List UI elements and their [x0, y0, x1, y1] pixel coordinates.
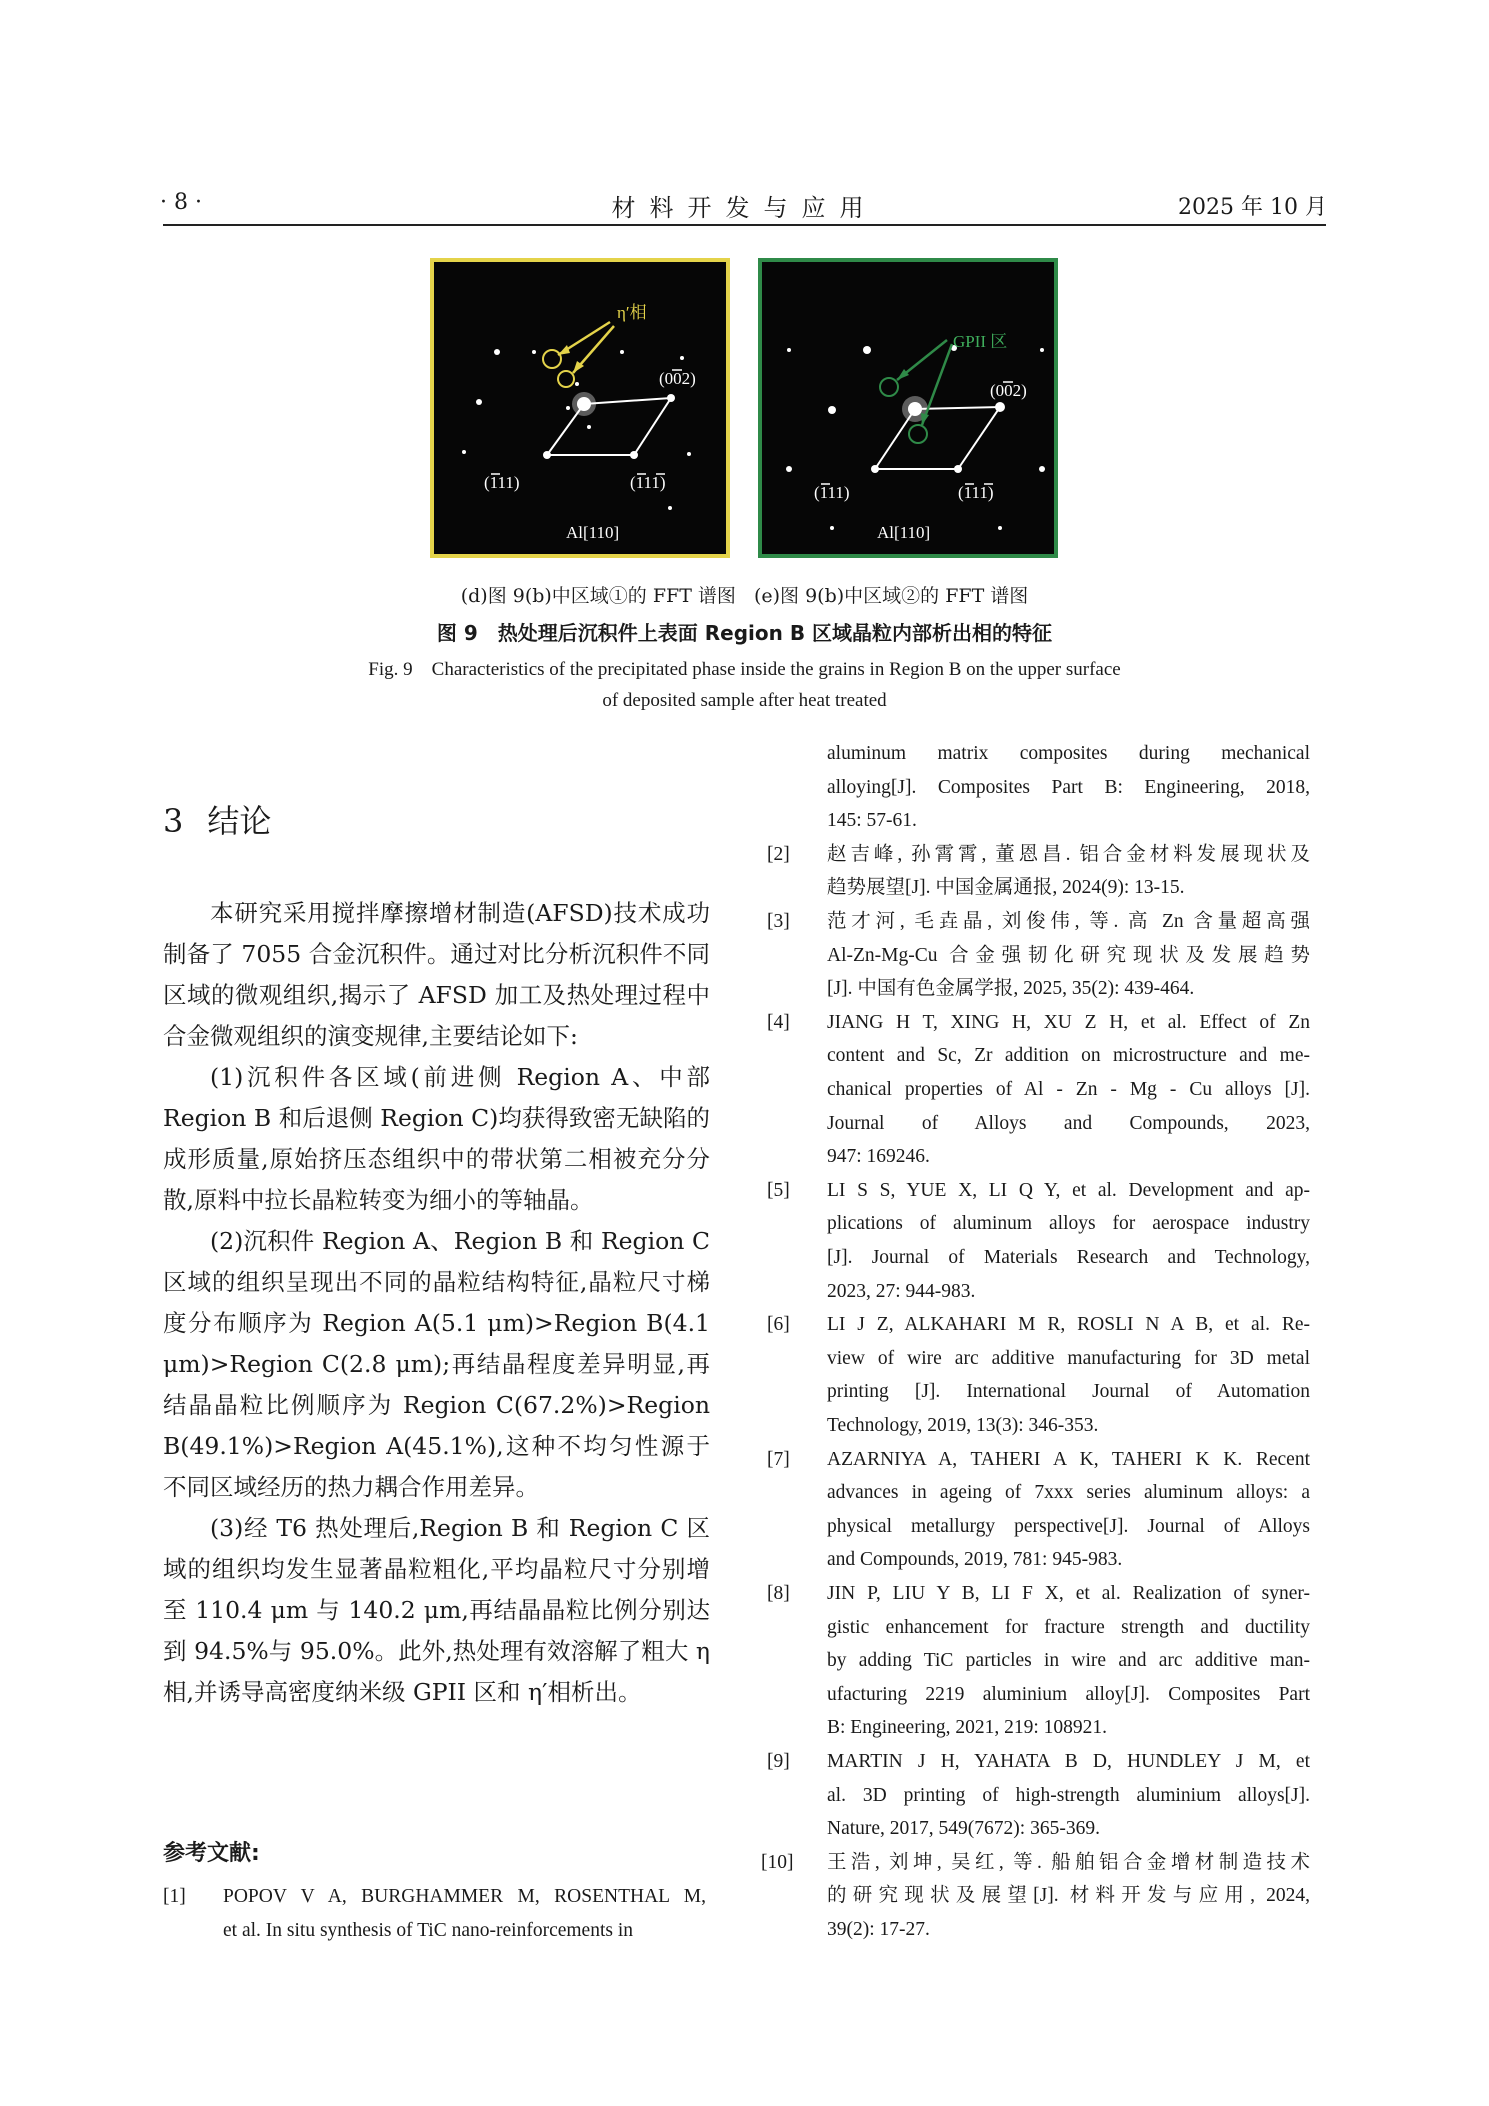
- subcaption-d: (d)图 9(b)中区域①的 FFT 谱图: [460, 585, 736, 607]
- fft-pattern-e: [762, 262, 1054, 554]
- conclusion-body: [163, 893, 710, 1713]
- zone-axis-label: Al[110]: [877, 523, 931, 542]
- ref-number: [1]: [163, 1886, 186, 1907]
- ref-number: [3]: [767, 911, 790, 932]
- ref-line: Al-Zn-Mg-Cu 合金强韧化研究现状及发展趋势: [827, 944, 1310, 966]
- spot-label-002: (002): [990, 381, 1027, 400]
- reference-10: [827, 1846, 1310, 1947]
- ref-line: plications of aluminum alloys for aerospace industry: [827, 1213, 1310, 1235]
- reference-5: [827, 1174, 1310, 1308]
- ref-line: gistic enhancement for fracture strength and ductility: [827, 1616, 1310, 1638]
- ref-line: LI J Z, ALKAHARI M R, ROSLI N A B, et al. Re-: [827, 1314, 1310, 1336]
- ref-line: [J]. Journal of Materials Research and Technology,: [827, 1246, 1310, 1268]
- reference-1-part1: [163, 1880, 710, 1980]
- subcaptions: [0, 581, 1489, 608]
- ref-line: 947: 169246.: [827, 1146, 930, 1168]
- figure-caption-cn: 图 9 热处理后沉积件上表面 Region B 区域晶粒内部析出相的特征: [436, 621, 1053, 645]
- ref-line: 趋势展望[J]. 中国金属通报, 2024(9): 13-15.: [827, 877, 1185, 899]
- fft-panel-e: [758, 258, 1058, 558]
- ref-line: Journal of Alloys and Compounds, 2023,: [827, 1112, 1310, 1134]
- figure-caption-en-line1: Fig. 9 Characteristics of the precipitated phase inside the grains in Region B on the upper surface: [368, 659, 1121, 680]
- ref-number: [2]: [767, 843, 790, 865]
- ref-number: [9]: [767, 1751, 790, 1772]
- figure-caption-en-line2: of deposited sample after heat treated: [602, 690, 887, 711]
- ref-line: AZARNIYA A, TAHERI A K, TAHERI K K. Recent: [827, 1448, 1310, 1470]
- ref-number: [4]: [767, 1011, 790, 1033]
- spot-label-111-left: (111): [484, 473, 520, 492]
- ref-line: et al. In situ synthesis of TiC nano-reinforcements in: [223, 1919, 633, 1941]
- spot-label-002: (002): [659, 369, 696, 388]
- ref-line: 范才河, 毛垚晶, 刘俊伟, 等. 高 Zn 含量超高强: [827, 911, 1310, 932]
- ref-line: 145: 57-61.: [827, 810, 917, 832]
- ref-line: advances in ageing of 7xxx series aluminum alloys: a: [827, 1482, 1310, 1504]
- spot-label-111-left: (111): [814, 483, 850, 502]
- ref-line: aluminum matrix composites during mechanical: [827, 743, 1310, 764]
- section-number: 3: [163, 802, 184, 840]
- header-rule: [163, 224, 1326, 226]
- paragraph-conclusion-2: (2)沉积件 Region A、Region B 和 Region C 区域的组织呈现出不同的晶粒结构特征,晶粒尺寸梯度分布顺序为 Region A(5.1 μm)>Region B(4.1 μm)>Region C(2.8 μm);再结晶程度差异明显,再结晶晶粒比例顺序为 Region C(67.2%)>Region B(49.1%)>Region A(45.1%),这种不均匀性源于不同区域经历的热力耦合作用差异。: [163, 1227, 710, 1501]
- lattice-parallelogram: [547, 398, 671, 455]
- paragraph-conclusion-3: (3)经 T6 热处理后,Region B 和 Region C 区域的组织均发生显著晶粒粗化,平均晶粒尺寸分别增至 110.4 μm 与 140.2 μm,再结晶晶粒比例分别达到 94.5%与 95.0%。此外,热处理有效溶解了粗大 η 相,并诱导高密度纳米级 GPII 区和 η′相析出。: [163, 1514, 710, 1706]
- ref-line: al. 3D printing of high-strength aluminium alloys[J].: [827, 1784, 1310, 1806]
- ref-line: and Compounds, 2019, 781: 945-983.: [827, 1549, 1123, 1571]
- reference-4: [827, 1006, 1310, 1174]
- ref-line: LI S S, YUE X, LI Q Y, et al. Development and ap-: [827, 1179, 1310, 1201]
- ref-line: JIN P, LIU Y B, LI F X, et al. Realization of syner-: [827, 1583, 1310, 1604]
- reference-2: [827, 838, 1310, 905]
- ref-number: [8]: [767, 1583, 790, 1604]
- subcaption-e: (e)图 9(b)中区域②的 FFT 谱图: [753, 585, 1029, 607]
- fft-panel-d: [430, 258, 730, 558]
- ref-line: JIANG H T, XING H, XU Z H, et al. Effect of Zn: [827, 1011, 1310, 1033]
- ref-line: Technology, 2019, 13(3): 346-353.: [827, 1414, 1099, 1436]
- ref-line: ufacturing 2219 aluminium alloy[J]. Composites Part: [827, 1683, 1310, 1705]
- ref-line: 赵吉峰, 孙霄霄, 董恩昌. 铝合金材料发展现状及: [827, 843, 1310, 865]
- section-heading: [163, 796, 271, 842]
- issue-date: 2025 年 10 月: [1178, 195, 1327, 220]
- zone-axis-label: Al[110]: [566, 523, 620, 542]
- ref-line: physical metallurgy perspective[J]. Journal of Alloys: [827, 1515, 1310, 1537]
- section-title: 结论: [207, 802, 272, 840]
- ref-line: chanical properties of Al - Zn - Mg - Cu alloys [J].: [827, 1078, 1310, 1100]
- ref-line: 王浩, 刘坤, 吴红, 等. 船舶铝合金增材制造技术: [827, 1851, 1310, 1873]
- reference-9: [827, 1745, 1310, 1846]
- page-number: · 8 ·: [160, 190, 202, 215]
- gpii-zone-circle-1: [880, 378, 898, 396]
- ref-line: MARTIN J H, YAHATA B D, HUNDLEY J M, et: [827, 1751, 1310, 1772]
- journal-title: 材料开发与应用: [611, 194, 878, 222]
- reference-list-right: [761, 737, 1310, 1977]
- spot-label-111-right: (111): [630, 473, 666, 492]
- ref-number: [5]: [767, 1179, 790, 1201]
- ref-line: view of wire arc additive manufacturing for 3D metal: [827, 1347, 1310, 1369]
- ref-line: by adding TiC particles in wire and arc additive man-: [827, 1650, 1310, 1672]
- gpii-zone-circle-2: [909, 425, 927, 443]
- ref-line: printing [J]. International Journal of Automation: [827, 1381, 1310, 1403]
- paragraph-intro: 本研究采用搅拌摩擦增材制造(AFSD)技术成功制备了 7055 合金沉积件。通过对比分析沉积件不同区域的微观组织,揭示了 AFSD 加工及热处理过程中合金微观组织的演变规律,主要结论如下:: [163, 899, 710, 1050]
- reference-8: [827, 1577, 1310, 1745]
- ref-line: 的研究现状及展望[J]. 材料开发与应用, 2024,: [827, 1885, 1310, 1907]
- eta-phase-circle-2: [558, 371, 574, 387]
- ref-number: [7]: [767, 1448, 790, 1470]
- ref-line: content and Sc, Zr addition on microstructure and me-: [827, 1045, 1310, 1067]
- paragraph-conclusion-1: (1)沉积件各区域(前进侧 Region A、中部 Region B 和后退侧 Region C)均获得致密无缺陷的成形质量,原始挤压态组织中的带状第二相被充分分散,原料中拉长晶粒转变为细小的等轴晶。: [163, 1063, 710, 1214]
- phase-label-gpii: GPII 区: [953, 332, 1008, 351]
- ref-line: POPOV V A, BURGHAMMER M, ROSENTHAL M,: [223, 1886, 706, 1907]
- ref-number: [6]: [767, 1314, 790, 1336]
- lattice-parallelogram: [875, 407, 1000, 469]
- references-title: 参考文献:: [163, 1841, 260, 1866]
- ref-line: 2023, 27: 944-983.: [827, 1280, 976, 1302]
- eta-phase-circle-1: [543, 350, 561, 368]
- reference-3: [827, 905, 1310, 1006]
- ref-line: B: Engineering, 2021, 219: 108921.: [827, 1717, 1108, 1739]
- reference-6: [827, 1308, 1310, 1442]
- spot-label-111-right: (111): [958, 483, 994, 502]
- reference-1-part2: [827, 737, 1310, 838]
- ref-line: Nature, 2017, 549(7672): 365-369.: [827, 1818, 1100, 1840]
- ref-line: [J]. 中国有色金属学报, 2025, 35(2): 439-464.: [827, 978, 1195, 1000]
- ref-number: [10]: [761, 1851, 794, 1873]
- ref-line: alloying[J]. Composites Part B: Engineering, 2018,: [827, 776, 1310, 798]
- fft-pattern-d: [434, 262, 726, 554]
- ref-line: 39(2): 17-27.: [827, 1918, 930, 1940]
- phase-label-eta: η′相: [617, 303, 647, 322]
- reference-7: [827, 1443, 1310, 1577]
